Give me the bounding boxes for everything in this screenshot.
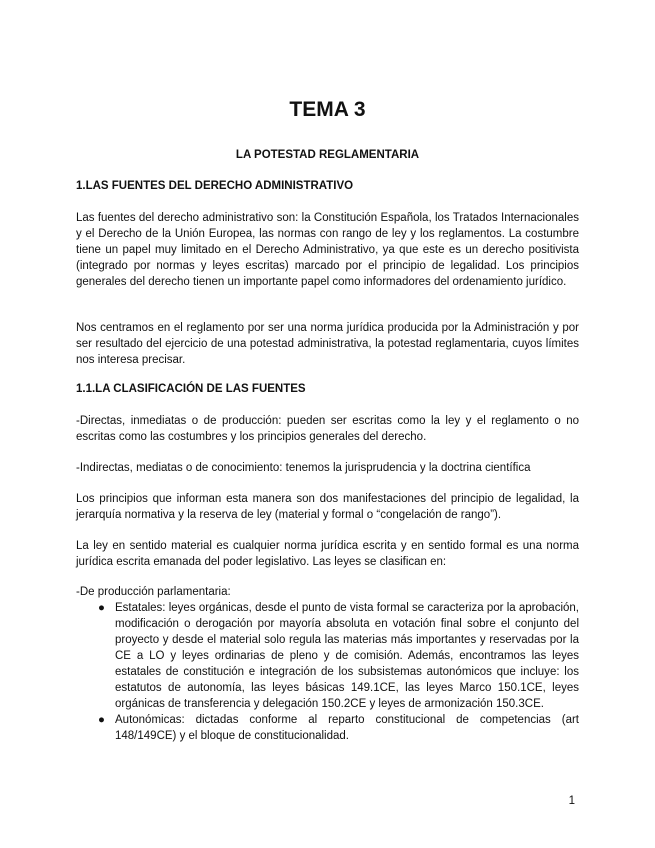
document-subtitle: LA POTESTAD REGLAMENTARIA <box>235 149 420 161</box>
section-1-paragraph-1: Las fuentes del derecho administrativo son: la Constitución Española, los Tratados Internacionales y el Derecho de la Unión Europea, las normas con rango de ley y los reglamentos. La costumbre tiene un papel muy limitado en el Derecho Administrativo, ya que este es un derecho positivista (integrado por normas y leyes escritas) marcado por el principio de legalidad. Los principios generales del derecho tienen un importante papel como informadores del ordenamiento jurídico. <box>76 212 579 288</box>
section-1-heading: 1.LAS FUENTES DEL DERECHO ADMINISTRATIVO <box>76 180 354 192</box>
list-item-text: Autonómicas: dictadas conforme al reparto constitucional de competencias (art 148/149CE) y el bloque de constitucionalidad. <box>115 714 579 742</box>
list-item <box>76 600 579 712</box>
section-1-1-heading: 1.1.LA CLASIFICACIÓN DE LAS FUENTES <box>76 383 306 395</box>
section-1-1-paragraph-5: -De producción parlamentaria: <box>76 586 231 598</box>
section-1-1-paragraph-2: -Indirectas, mediatas o de conocimiento: tenemos la jurisprudencia y la doctrina científica <box>76 462 531 474</box>
bullet-icon: ● <box>98 602 105 614</box>
page-number: 1 <box>568 795 575 807</box>
law-types-list <box>76 600 579 744</box>
bullet-icon: ● <box>98 714 105 726</box>
section-1-1-paragraph-1: -Directas, inmediatas o de producción: pueden ser escritas como la ley y el reglamento o no escritas como las costumbres y los principios generales del derecho. <box>76 415 579 443</box>
section-1-1-paragraph-4: La ley en sentido material es cualquier norma jurídica escrita y en sentido formal es una norma jurídica escrita emanada del poder legislativo. Las leyes se clasifican en: <box>76 540 579 568</box>
section-1-1-paragraph-3: Los principios que informan esta manera son dos manifestaciones del principio de legalidad, la jerarquía normativa y la reserva de ley (material y formal o “congelación de rango”). <box>76 493 579 521</box>
section-1-paragraph-2: Nos centramos en el reglamento por ser una norma jurídica producida por la Administración y por ser resultado del ejercicio de una potestad administrativa, la potestad reglamentaria, cuyos límites nos interesa precisar. <box>76 322 579 366</box>
list-item <box>76 712 579 744</box>
list-item-text: Estatales: leyes orgánicas, desde el punto de vista formal se caracteriza por la aprobación, modificación o derogación por mayoría absoluta en votación final sobre el conjunto del proyecto y desde el material solo regula las materias más importantes y reservadas por la CE a LO y leyes ordinarias de pleno y de comisión. Además, encontramos las leyes estatales de constitución e integración de los subsistemas autonómicos que incluye: los estatutos de autonomía, las leyes básicas 149.1CE, las leyes Marco 150.1CE, leyes orgánicas de transferencia y delegación 150.2CE y leyes de armonización 150.3CE. <box>115 602 579 710</box>
page-title: TEMA 3 <box>289 98 366 121</box>
